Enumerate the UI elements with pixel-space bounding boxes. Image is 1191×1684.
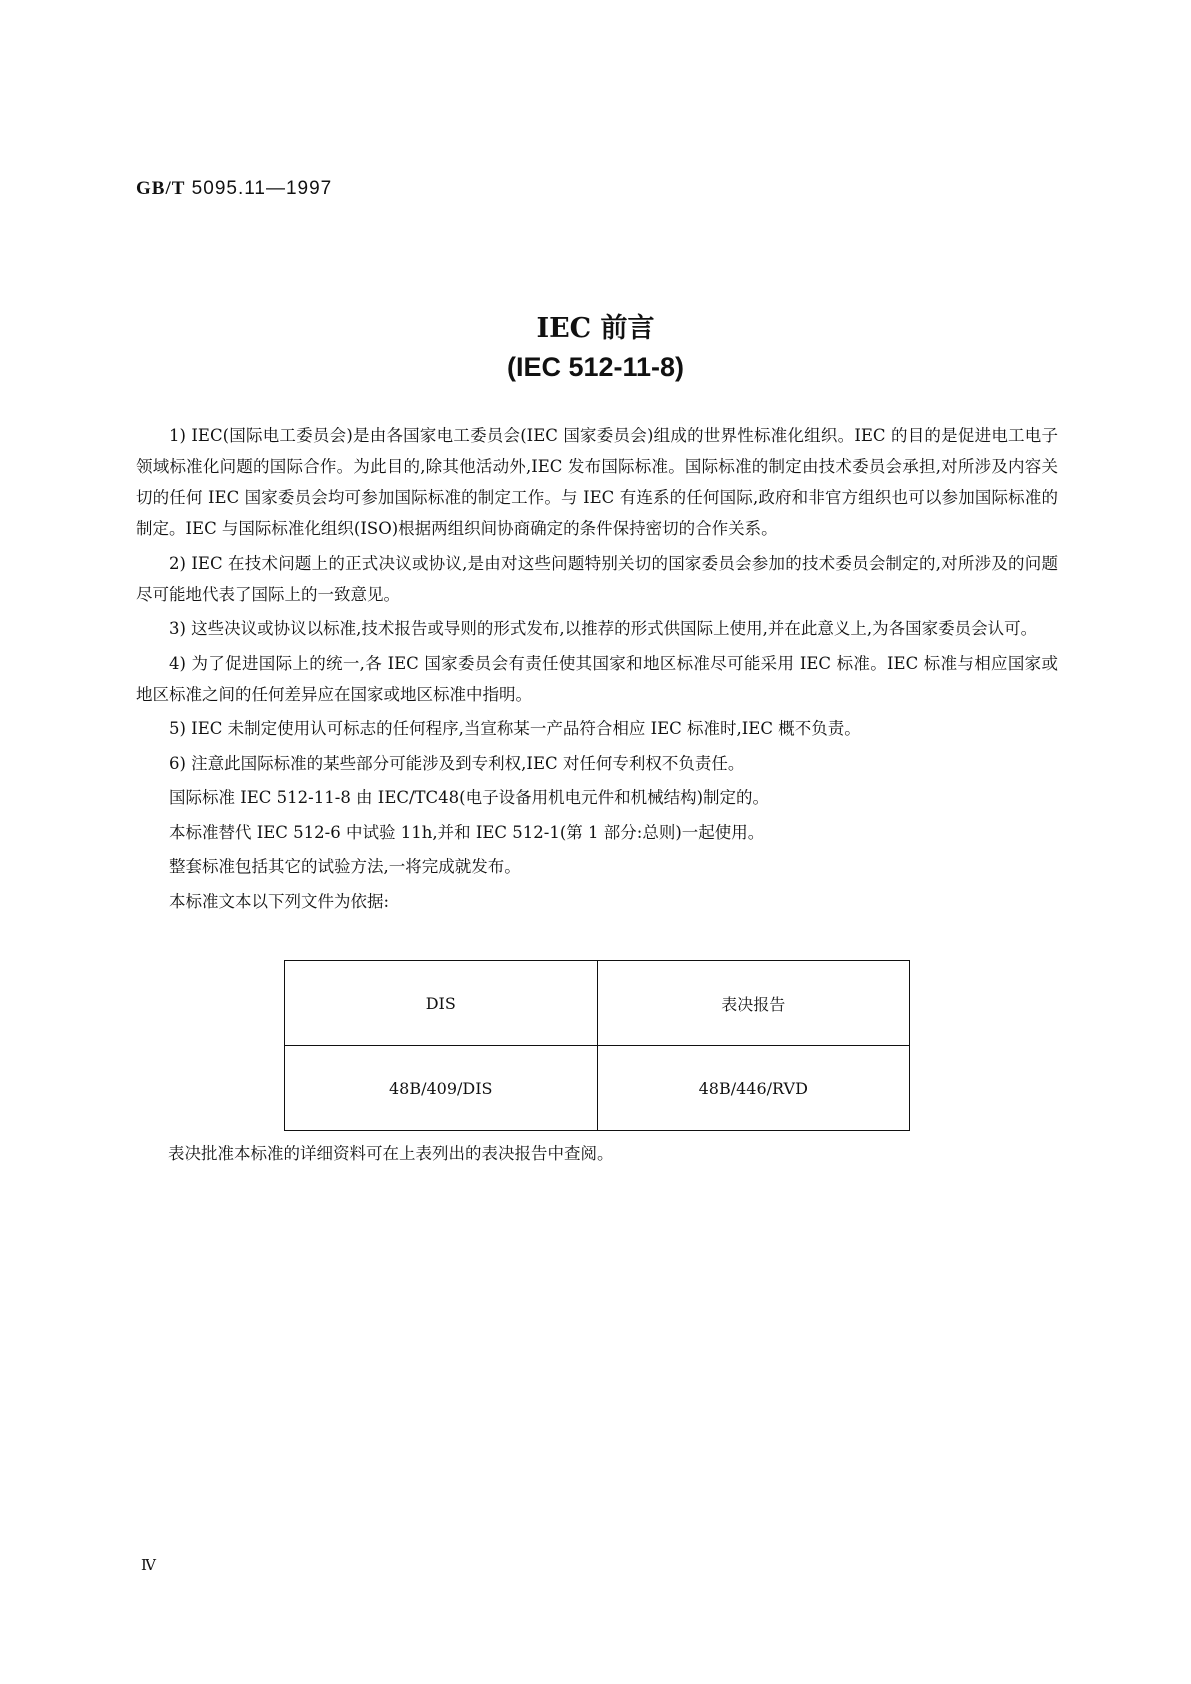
paragraph: 1) IEC(国际电工委员会)是由各国家电工委员会(IEC 国家委员会)组成的世界性标准化组织。IEC 的目的是促进电工电子领域标准化问题的国际合作。为此目的,除其他活动外,IEC 发布国际标准。国际标准的制定由技术委员会承担,对所涉及内容关切的任何 IEC 国家委员会均可参加国际标准的制定工作。与 IEC 有连系的任何国际,政府和非官方组织也可以参加国际标准的制定。IEC 与国际标准化组织(ISO)根据两组织间协商确定的条件保持密切的合作关系。 xyxy=(136,426,1058,538)
table-header-row xyxy=(285,961,910,1046)
standard-code-number: 5095.11—1997 xyxy=(185,178,333,199)
basis-documents-table xyxy=(284,960,910,1131)
paragraph: 3) 这些决议或协议以标准,技术报告或导则的形式发布,以推荐的形式供国际上使用,并在此意义上,为各国家委员会认可。 xyxy=(169,619,1038,638)
basis-documents-table-wrapper xyxy=(284,960,910,1131)
paragraph: 5) IEC 未制定使用认可标志的任何程序,当宣称某一产品符合相应 IEC 标准时,IEC 概不负责。 xyxy=(169,719,861,738)
paragraph: 2) IEC 在技术问题上的正式决议或协议,是由对这些问题特别关切的国家委员会参加的技术委员会制定的,对所涉及的问题尽可能地代表了国际上的一致意见。 xyxy=(136,553,1058,604)
table-cell: 48B/446/RVD xyxy=(597,1046,910,1131)
standard-code xyxy=(136,178,332,200)
table-row xyxy=(285,1046,910,1131)
table-header-cell: 表决报告 xyxy=(597,961,910,1046)
foreword-body xyxy=(136,420,1058,920)
paragraph: 整套标准包括其它的试验方法,一将完成就发布。 xyxy=(169,857,521,876)
paragraph: 国际标准 IEC 512-11-8 由 IEC/TC48(电子设备用机电元件和机械结构)制定的。 xyxy=(169,788,770,807)
paragraph: 本标准文本以下列文件为依据: xyxy=(169,891,390,911)
table-cell: 48B/409/DIS xyxy=(285,1046,598,1131)
page-number: Ⅳ xyxy=(141,1556,156,1574)
paragraph: 6) 注意此国际标准的某些部分可能涉及到专利权,IEC 对任何专利权不负责任。 xyxy=(169,753,745,773)
after-table-note: 表决批准本标准的详细资料可在上表列出的表决报告中查阅。 xyxy=(168,1144,614,1163)
table-header-cell: DIS xyxy=(285,961,598,1046)
page-title: IEC 前言 xyxy=(536,313,655,344)
standard-code-prefix: GB/T xyxy=(136,178,186,199)
paragraph: 本标准替代 IEC 512-6 中试验 11h,并和 IEC 512-1(第 1 部分:总则)一起使用。 xyxy=(169,822,765,842)
paragraph: 4) 为了促进国际上的统一,各 IEC 国家委员会有责任使其国家和地区标准尽可能采用 IEC 标准。IEC 标准与相应国家或地区标准之间的任何差异应在国家或地区标准中指明。 xyxy=(136,653,1058,704)
page-subtitle: (IEC 512-11-8) xyxy=(506,352,685,382)
